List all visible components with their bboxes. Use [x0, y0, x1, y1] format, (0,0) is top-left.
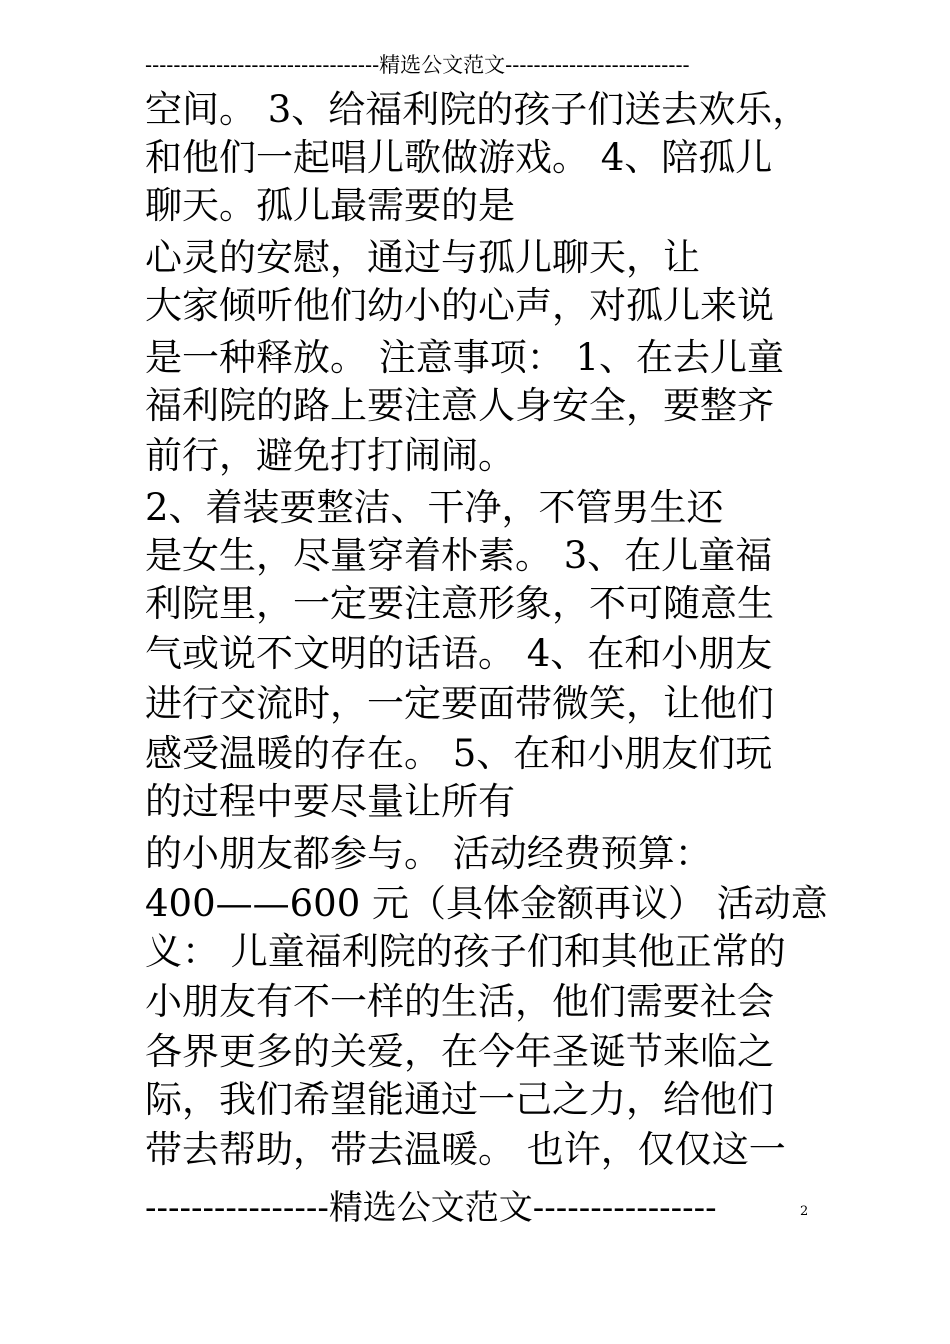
text-line-11: 利院里，一定要注意形象，不可随意生 [145, 582, 774, 625]
text-line-7: 福利院的路上要注意人身安全，要整齐 [145, 384, 774, 427]
text-line-14: 感受温暖的存在。 5、在和小朋友们玩 [145, 732, 773, 775]
text-line-12: 气或说不文明的话语。 4、在和小朋友 [145, 632, 773, 675]
text-line-16: 的小朋友都参与。 活动经费预算： [145, 832, 712, 875]
text-line-6: 是一种释放。 注意事项： 1、在去儿童 [145, 336, 785, 379]
text-line-8: 前行，避免打打闹闹。 [145, 434, 515, 477]
text-line-20: 各界更多的关爱，在今年圣诞节来临之 [145, 1030, 774, 1073]
text-line-19: 小朋友有不一样的生活，他们需要社会 [145, 980, 774, 1023]
page-footer: ----------------精选公文范文---------------- [145, 1188, 717, 1228]
text-line-1: 空间。 3、给福利院的孩子们送去欢乐， [145, 88, 810, 131]
text-line-4: 心灵的安慰，通过与孤儿聊天，让 [145, 236, 700, 279]
text-line-10: 是女生，尽量穿着朴素。 3、在儿童福 [145, 534, 773, 577]
text-line-5: 大家倾听他们幼小的心声，对孤儿来说 [145, 284, 774, 327]
text-line-21: 际，我们希望能通过一己之力，给他们 [145, 1078, 774, 1121]
text-line-2: 和他们一起唱儿歌做游戏。 4、陪孤儿 [145, 136, 773, 179]
page-header: ---------------------------------精选公文范文-------------------------- [145, 53, 690, 77]
text-line-9: 2、着装要整洁、干净，不管男生还 [145, 486, 724, 529]
page-number: 2 [800, 1204, 809, 1219]
text-line-22: 带去帮助，带去温暖。 也许，仅仅这一 [145, 1128, 786, 1171]
text-line-18: 义： 儿童福利院的孩子们和其他正常的 [145, 930, 786, 973]
text-line-17: 400——600 元（具体金额再议） 活动意 [145, 882, 828, 925]
text-line-15: 的过程中要尽量让所有 [145, 780, 515, 823]
text-line-3: 聊天。孤儿最需要的是 [145, 184, 515, 227]
text-line-13: 进行交流时，一定要面带微笑，让他们 [145, 682, 774, 725]
